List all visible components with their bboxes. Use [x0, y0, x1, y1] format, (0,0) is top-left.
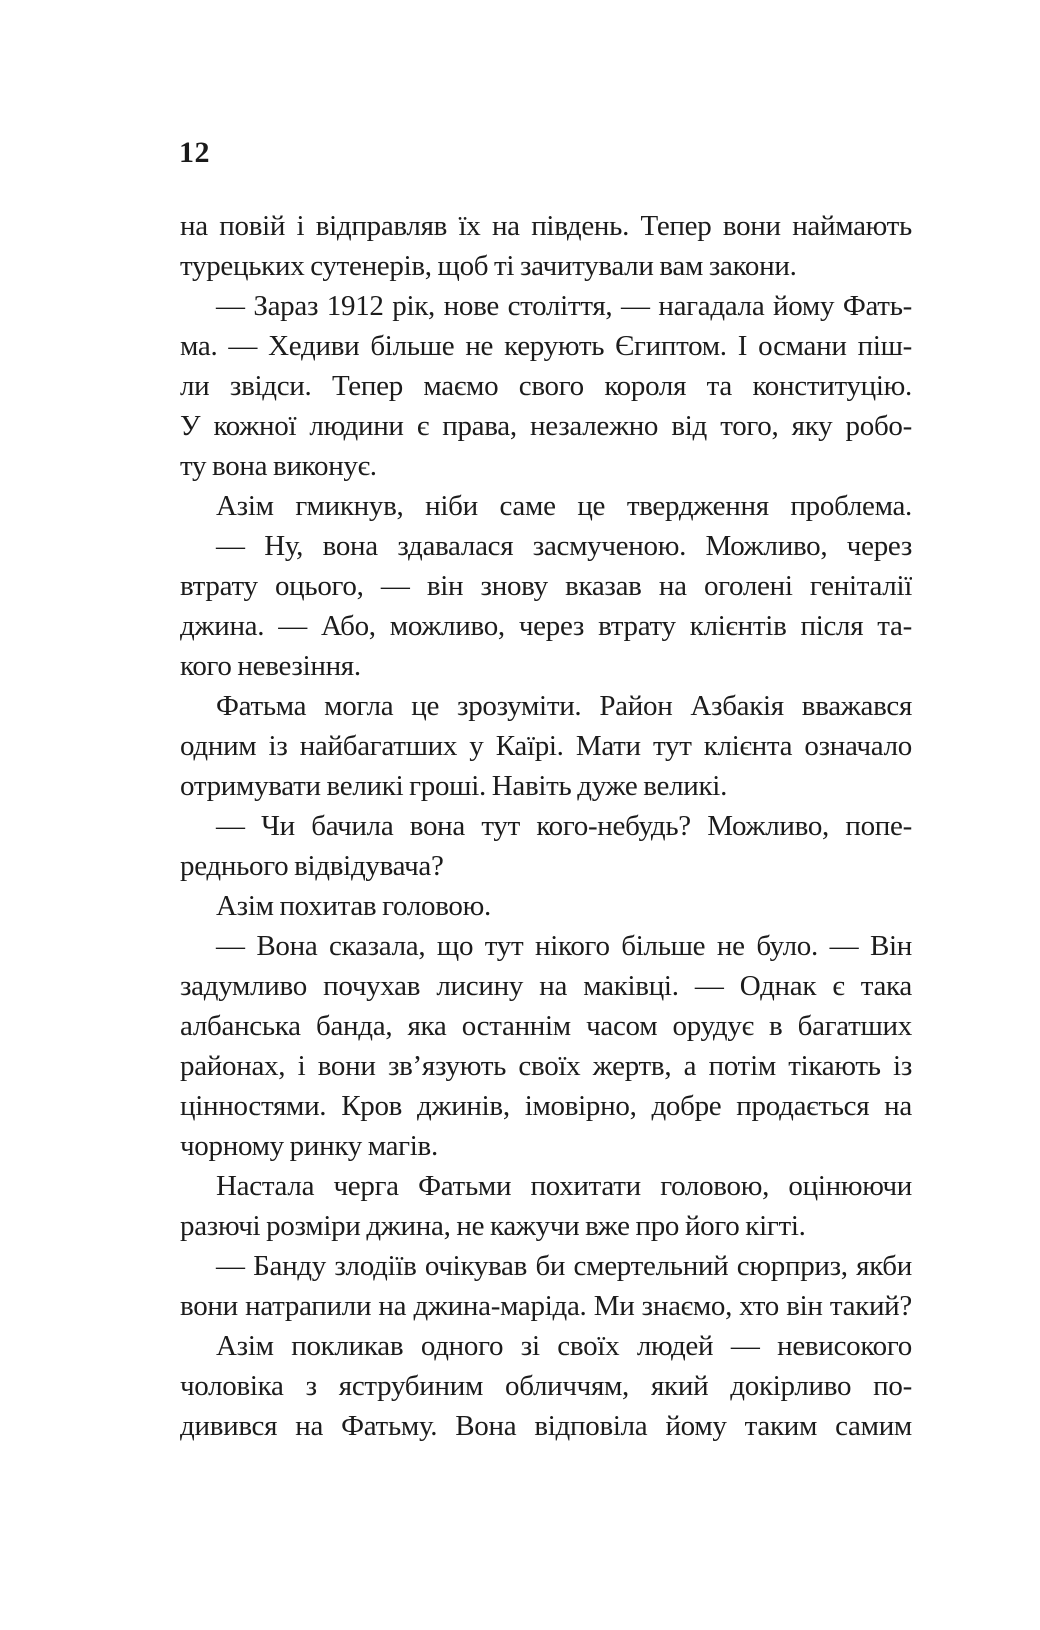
text-line: цінностями. Кров джинів, імовірно, добре продається на: [180, 1090, 912, 1122]
text-line: ту вона виконує.: [180, 450, 377, 482]
text-line: кого невезіння.: [180, 650, 361, 682]
text-line: — Банду злодіїв очікував би смертельний сюрприз, якби: [216, 1250, 912, 1282]
text-line: ма. — Хедиви більше не керують Єгиптом. І османи піш-: [180, 330, 912, 362]
text-line: Азім гмикнув, ніби саме це твердження проблема.: [216, 490, 912, 522]
text-line: на повій і відправляв їх на південь. Тепер вони наймають: [180, 210, 912, 242]
text-line: — Чи бачила вона тут кого-небудь? Можливо, попе-: [216, 810, 912, 842]
text-line: чоловіка з яструбиним обличчям, який докірливо по-: [180, 1370, 912, 1402]
text-line: У кожної людини є права, незалежно від того, яку робо-: [180, 410, 912, 442]
text-line: реднього відвідувача?: [180, 850, 444, 882]
text-line: чорному ринку магів.: [180, 1130, 438, 1162]
text-line: дивився на Фатьму. Вона відповіла йому таким самим: [180, 1410, 912, 1442]
text-line: — Вона сказала, що тут нікого більше не було. — Він: [216, 930, 912, 962]
text-line: отримувати великі гроші. Навіть дуже великі.: [180, 770, 728, 802]
text-line: — Ну, вона здавалася засмученою. Можливо, через: [216, 530, 912, 562]
text-line: албанська банда, яка останнім часом орудує в багатших: [180, 1010, 912, 1042]
text-line: джина. — Або, можливо, через втрату клієнтів після та-: [180, 610, 912, 642]
text-line: вони натрапили на джина-маріда. Ми знаємо, хто він такий?: [180, 1290, 912, 1322]
text-line: одним із найбагатших у Каїрі. Мати тут клієнта означало: [180, 730, 912, 762]
text-line: Азім покликав одного зі своїх людей — невисокого: [216, 1330, 912, 1362]
page-number: 12: [179, 136, 210, 169]
text-block: [180, 206, 912, 1446]
text-line: турецьких сутенерів, щоб ті зачитували вам закони.: [180, 250, 797, 282]
text-line: задумливо почухав лисину на маківці. — Однак є така: [180, 970, 912, 1002]
text-line: разючі розміри джина, не кажучи вже про його кігті.: [180, 1210, 806, 1242]
text-line: — Зараз 1912 рік, нове століття, — нагадала йому Фать-: [216, 290, 912, 322]
text-line: втрату оцього, — він знову вказав на оголені геніталії: [180, 570, 912, 602]
text-line: Настала черга Фатьми похитати головою, оцінюючи: [216, 1170, 912, 1202]
text-line: ли звідси. Тепер маємо свого короля та конституцію.: [180, 370, 912, 402]
text-line: районах, і вони зв’язують своїх жертв, а потім тікають із: [180, 1050, 912, 1082]
text-line: Азім похитав головою.: [216, 890, 491, 922]
text-line: Фатьма могла це зрозуміти. Район Азбакія вважався: [216, 690, 912, 722]
